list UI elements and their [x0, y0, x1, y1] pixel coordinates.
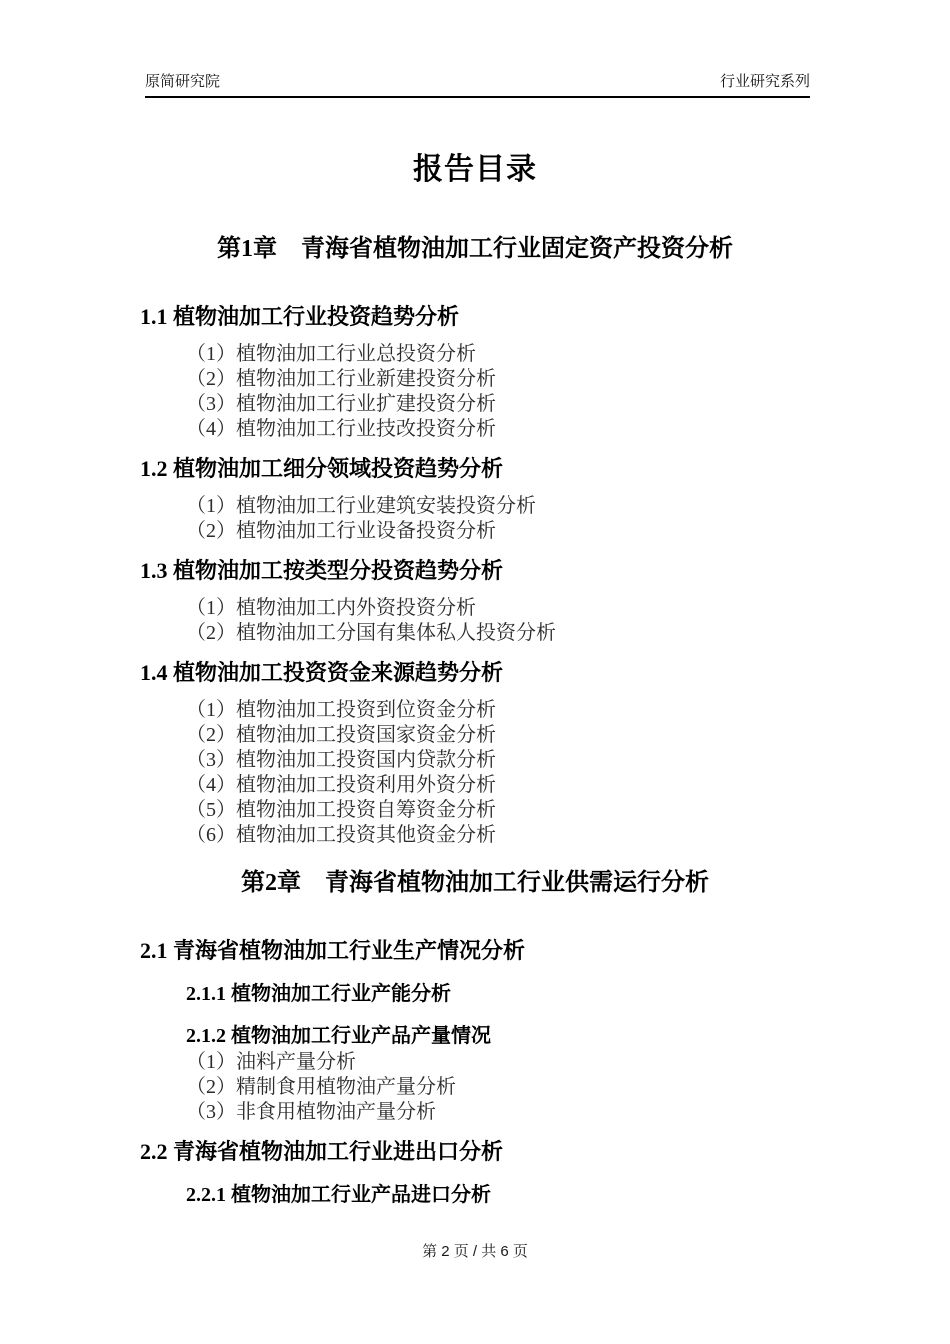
toc-entry-item: （4）植物油加工行业技改投资分析 — [186, 418, 496, 440]
toc-entry-item: （2）植物油加工投资国家资金分析 — [186, 724, 496, 746]
toc-entry-item: （2）植物油加工行业新建投资分析 — [186, 368, 496, 390]
toc-body — [140, 232, 810, 1209]
chapter-heading: 第2章 青海省植物油加工行业供需运行分析 — [241, 870, 709, 896]
toc-entry-section: 2.1 青海省植物油加工行业生产情况分析 — [140, 938, 526, 963]
toc-entry-section: 1.2 植物油加工细分领域投资趋势分析 — [140, 456, 504, 481]
toc-entry-item: （2）精制食用植物油产量分析 — [186, 1076, 456, 1098]
toc-entry-item: （1）植物油加工行业建筑安装投资分析 — [186, 495, 536, 517]
toc-entry-item: （3）植物油加工行业扩建投资分析 — [186, 393, 496, 415]
chapter-heading: 第1章 青海省植物油加工行业固定资产投资分析 — [217, 236, 733, 262]
toc-entry-item: （3）植物油加工投资国内贷款分析 — [186, 749, 496, 771]
toc-entry-item: （2）植物油加工分国有集体私人投资分析 — [186, 622, 556, 644]
toc-entry-section: 2.2 青海省植物油加工行业进出口分析 — [140, 1139, 504, 1164]
toc-entry-subsection: 2.1.1 植物油加工行业产能分析 — [186, 983, 451, 1005]
toc-entry-section: 1.4 植物油加工投资资金来源趋势分析 — [140, 660, 504, 685]
toc-entry-section: 1.1 植物油加工行业投资趋势分析 — [140, 304, 460, 329]
toc-content — [140, 96, 810, 1209]
toc-entry-item: （2）植物油加工行业设备投资分析 — [186, 520, 496, 542]
toc-entry-subsection: 2.1.2 植物油加工行业产品产量情况 — [186, 1025, 491, 1047]
header-right-text: 行业研究系列 — [719, 73, 810, 90]
toc-entry-item: （1）植物油加工行业总投资分析 — [186, 343, 476, 365]
toc-entry-section: 1.3 植物油加工按类型分投资趋势分析 — [140, 558, 504, 583]
toc-entry-item: （5）植物油加工投资自筹资金分析 — [186, 799, 496, 821]
report-toc-title: 报告目录 — [413, 153, 537, 186]
page-number-indicator: 第 2 页 / 共 6 页 — [422, 1243, 528, 1260]
toc-entry-subsection: 2.2.1 植物油加工行业产品进口分析 — [186, 1184, 491, 1206]
toc-entry-item: （1）油料产量分析 — [186, 1051, 356, 1073]
toc-entry-item: （1）植物油加工内外资投资分析 — [186, 597, 476, 619]
toc-entry-item: （6）植物油加工投资其他资金分析 — [186, 824, 496, 846]
document-header — [145, 70, 810, 98]
toc-entry-item: （3）非食用植物油产量分析 — [186, 1101, 436, 1123]
toc-entry-item: （1）植物油加工投资到位资金分析 — [186, 699, 496, 721]
toc-entry-item: （4）植物油加工投资利用外资分析 — [186, 774, 496, 796]
header-left-text: 原简研究院 — [145, 73, 221, 90]
